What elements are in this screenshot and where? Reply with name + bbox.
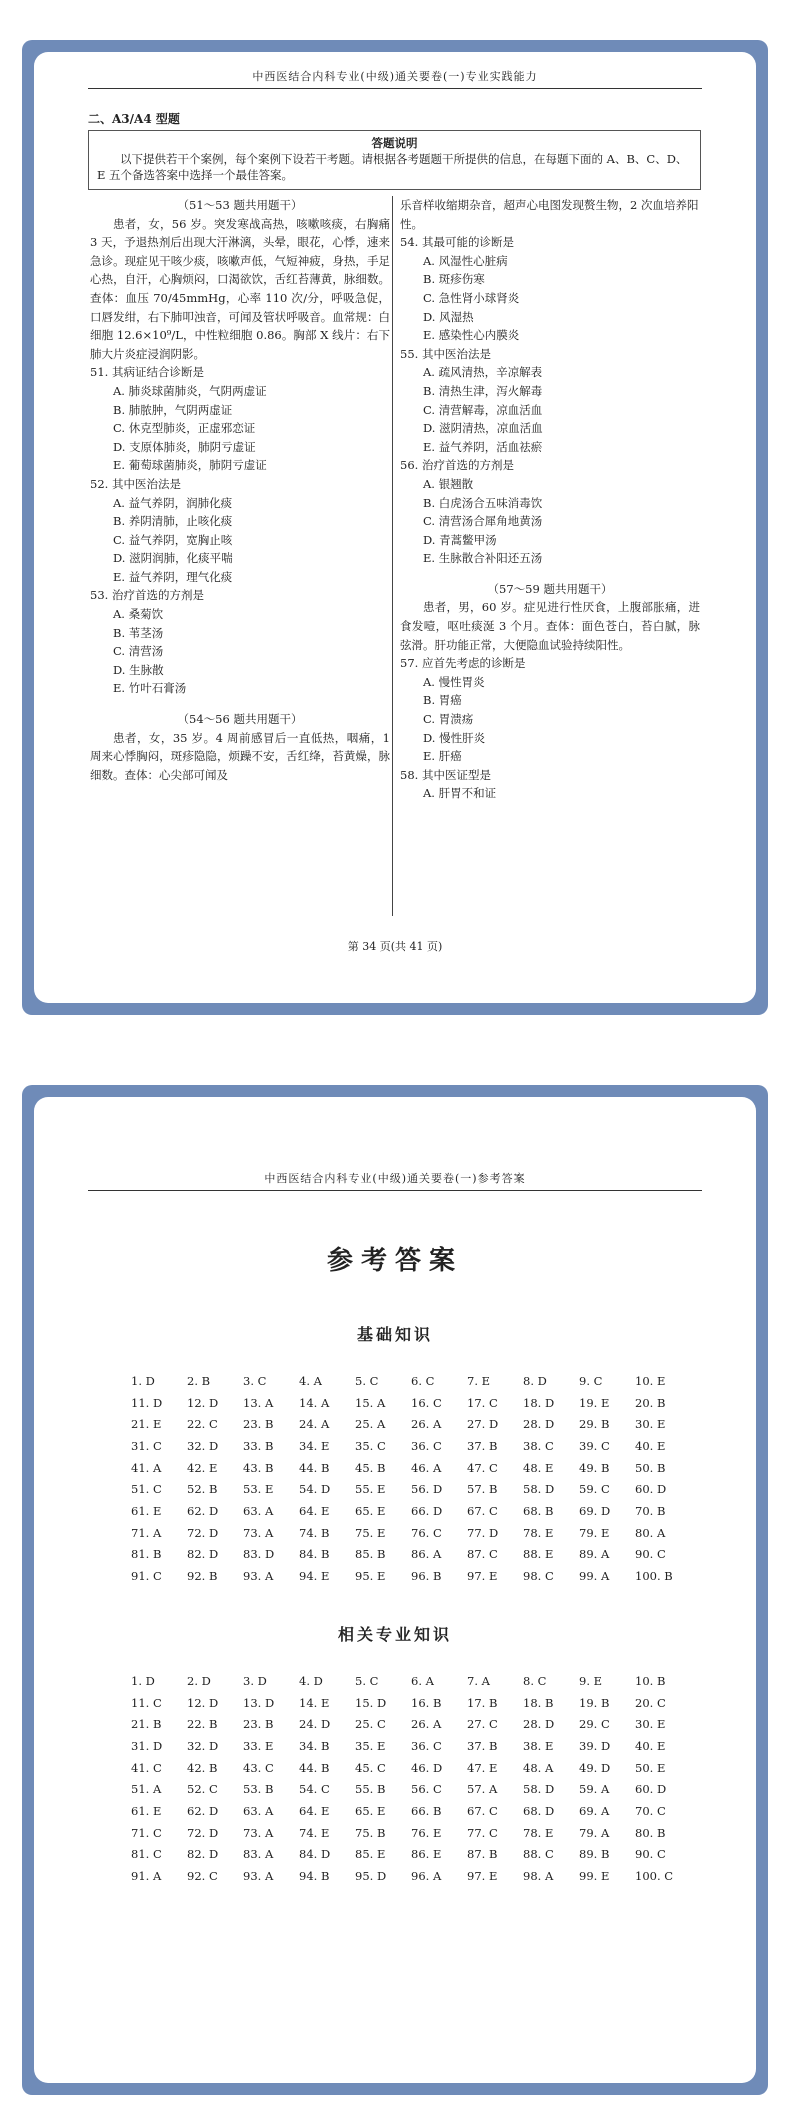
answer-cell: 76. C (411, 1525, 442, 1540)
answer-cell: 23. B (243, 1417, 274, 1432)
answer-cell: 42. E (187, 1460, 218, 1475)
answer-cell: 37. B (467, 1438, 498, 1453)
column-divider (392, 196, 393, 916)
answer-cell: 49. D (579, 1760, 611, 1775)
text-line: 乐音样收缩期杂音，超声心电图发现赘生物，2 次血培养阳性。 (400, 198, 699, 231)
answer-cell: 97. E (467, 1869, 498, 1884)
answer-cell: 28. D (523, 1717, 555, 1732)
answer-cell: 66. D (411, 1503, 443, 1518)
left-column (90, 196, 390, 784)
answer-cell: 13. A (243, 1395, 274, 1410)
answer-cell: 4. D (299, 1673, 323, 1688)
answer-option: A. 慢性胃炎 (423, 674, 485, 689)
answer-cell: 60. D (635, 1482, 667, 1497)
answer-option: B. 胃癌 (423, 693, 462, 708)
answer-cell: 82. D (187, 1547, 219, 1562)
answer-option: B. 养阴清肺，止咳化痰 (113, 514, 233, 529)
answer-cell: 95. E (355, 1569, 386, 1584)
answer-cell: 40. E (635, 1738, 666, 1753)
answer-cell: 44. B (299, 1460, 330, 1475)
answer-cell: 55. B (355, 1782, 386, 1797)
answer-option: D. 支原体肺炎，肺阴亏虚证 (113, 439, 256, 454)
answer-cell: 94. B (299, 1869, 330, 1884)
answer-row (131, 1800, 691, 1822)
answer-cell: 43. C (243, 1760, 274, 1775)
answer-cell: 37. B (467, 1738, 498, 1753)
answer-cell: 83. A (243, 1847, 274, 1862)
answer-cell: 78. E (523, 1825, 554, 1840)
answer-cell: 26. A (411, 1417, 442, 1432)
answer-option: D. 青蒿鳖甲汤 (423, 532, 497, 547)
answer-cell: 77. D (467, 1525, 499, 1540)
answer-cell: 62. D (187, 1803, 219, 1818)
answer-cell: 100. B (635, 1569, 673, 1584)
answer-row (131, 1822, 691, 1844)
answer-cell: 97. E (467, 1569, 498, 1584)
answer-cell: 47. E (467, 1760, 498, 1775)
answer-row (131, 1735, 691, 1757)
answer-cell: 95. D (355, 1869, 387, 1884)
question-stem: 55. 其中医治法是 (400, 346, 491, 361)
answer-cell: 58. D (523, 1482, 555, 1497)
answer-cell: 98. A (523, 1869, 554, 1884)
answer-cell: 34. B (299, 1738, 330, 1753)
answer-cell: 24. A (299, 1417, 330, 1432)
answer-cell: 31. D (131, 1738, 163, 1753)
answer-cell: 69. A (579, 1803, 610, 1818)
answer-cell: 45. B (355, 1460, 386, 1475)
answer-option: E. 竹叶石膏汤 (113, 681, 187, 696)
answer-cell: 84. D (299, 1847, 331, 1862)
answer-cell: 44. B (299, 1760, 330, 1775)
spacer (90, 698, 390, 710)
answer-option: D. 慢性肝炎 (423, 730, 486, 745)
answer-cell: 51. C (131, 1482, 162, 1497)
right-column (400, 196, 700, 803)
answer-cell: 30. E (635, 1417, 666, 1432)
answer-cell: 81. C (131, 1847, 162, 1862)
answer-cell: 65. E (355, 1803, 386, 1818)
answer-cell: 87. C (467, 1547, 498, 1562)
answer-option: E. 感染性心内膜炎 (423, 328, 520, 343)
answer-cell: 22. B (187, 1717, 218, 1732)
answer-cell: 41. A (131, 1460, 162, 1475)
answer-option: A. 风湿性心脏病 (423, 253, 508, 268)
answer-grid-basic (131, 1370, 691, 1587)
answer-cell: 85. E (355, 1847, 386, 1862)
section-heading-related: 相关专业知识 (337, 1625, 452, 1644)
answer-cell: 83. D (243, 1547, 275, 1562)
answer-cell: 92. B (187, 1569, 218, 1584)
answer-cell: 75. B (355, 1825, 386, 1840)
answer-option: A. 疏风清热，辛凉解表 (423, 365, 543, 380)
answer-cell: 57. B (467, 1482, 498, 1497)
answer-page-header: 中西医结合内科专业(中级)通关要卷(一)参考答案 (88, 1170, 702, 1191)
answer-cell: 56. C (411, 1782, 442, 1797)
answer-cell: 57. A (467, 1782, 498, 1797)
answer-cell: 73. A (243, 1825, 274, 1840)
answer-cell: 68. D (523, 1803, 555, 1818)
answer-row (131, 1392, 691, 1414)
answer-row (131, 1544, 691, 1566)
answer-cell: 38. E (523, 1738, 554, 1753)
answer-cell: 93. A (243, 1569, 274, 1584)
answer-cell: 1. D (131, 1373, 155, 1388)
answer-cell: 89. B (579, 1847, 610, 1862)
answer-cell: 14. E (299, 1695, 330, 1710)
answer-cell: 21. B (131, 1717, 162, 1732)
answer-option: E. 益气养阴，理气化痰 (113, 569, 233, 584)
answer-cell: 6. C (411, 1373, 435, 1388)
answer-cell: 10. B (635, 1673, 666, 1688)
answer-cell: 12. D (187, 1695, 219, 1710)
answer-option: C. 急性肾小球肾炎 (423, 290, 520, 305)
page-header: 中西医结合内科专业(中级)通关要卷(一)专业实践能力 (88, 68, 702, 89)
answer-cell: 53. E (243, 1482, 274, 1497)
answer-cell: 66. B (411, 1803, 442, 1818)
answer-option: B. 白虎汤合五味消毒饮 (423, 495, 543, 510)
answer-cell: 40. E (635, 1438, 666, 1453)
answer-cell: 93. A (243, 1869, 274, 1884)
answer-cell: 17. C (467, 1395, 498, 1410)
answer-cell: 21. E (131, 1417, 162, 1432)
answer-cell: 94. E (299, 1569, 330, 1584)
answer-row (131, 1457, 691, 1479)
answer-option: E. 肝癌 (423, 749, 462, 764)
answer-cell: 48. E (523, 1460, 554, 1475)
answer-cell: 20. C (635, 1695, 666, 1710)
answer-cell: 88. E (523, 1547, 554, 1562)
answer-cell: 68. B (523, 1503, 554, 1518)
answer-cell: 80. B (635, 1825, 666, 1840)
answer-cell: 100. C (635, 1869, 674, 1884)
case-stem: 患者，男，60 岁。症见进行性厌食，上腹部胀痛，进食发噎，呕吐痰涎 3 个月。查体：面色苍白，苔白腻，脉弦滑。肝功能正常，大便隐血试验持续阳性。 (400, 600, 700, 652)
answer-cell: 46. D (411, 1760, 443, 1775)
answer-cell: 42. B (187, 1760, 218, 1775)
answer-cell: 60. D (635, 1782, 667, 1797)
answer-cell: 29. B (579, 1417, 610, 1432)
answer-option: E. 葡萄球菌肺炎，肺阴亏虚证 (113, 458, 267, 473)
answer-cell: 39. D (579, 1738, 611, 1753)
answer-cell: 32. D (187, 1438, 219, 1453)
question-stem: 57. 应首先考虑的诊断是 (400, 656, 526, 671)
answer-cell: 50. B (635, 1460, 666, 1475)
answer-cell: 5. C (355, 1673, 379, 1688)
section-heading-basic: 基础知识 (356, 1325, 433, 1344)
answer-cell: 59. C (579, 1482, 610, 1497)
answer-cell: 20. B (635, 1395, 666, 1410)
answer-cell: 11. D (131, 1395, 163, 1410)
answer-option: A. 肝胃不和证 (423, 786, 497, 801)
answer-cell: 9. C (579, 1373, 603, 1388)
answer-cell: 43. B (243, 1460, 274, 1475)
answer-cell: 33. E (243, 1738, 274, 1753)
case-group-label: （54～56 题共用题干） (177, 712, 303, 727)
answer-cell: 46. A (411, 1460, 442, 1475)
answer-cell: 8. C (523, 1673, 547, 1688)
answer-cell: 71. C (131, 1825, 162, 1840)
answer-cell: 3. C (243, 1373, 267, 1388)
answer-option: E. 益气养阴，活血祛瘀 (423, 439, 543, 454)
answer-cell: 64. E (299, 1503, 330, 1518)
answer-cell: 82. D (187, 1847, 219, 1862)
answer-row (131, 1713, 691, 1735)
instruction-title: 答题说明 (371, 136, 418, 150)
answer-option: C. 清营汤 (113, 644, 164, 659)
answer-option: B. 清热生津，泻火解毒 (423, 383, 543, 398)
answer-cell: 15. A (355, 1395, 386, 1410)
answer-cell: 38. C (523, 1438, 554, 1453)
answer-option: D. 滋阴清热，凉血活血 (423, 421, 543, 436)
answer-cell: 30. E (635, 1717, 666, 1732)
answer-cell: 19. E (579, 1395, 610, 1410)
question-stem: 52. 其中医治法是 (90, 476, 181, 491)
question-stem: 58. 其中医证型是 (400, 767, 491, 782)
answer-row (131, 1478, 691, 1500)
answer-cell: 67. C (467, 1503, 498, 1518)
answer-option: C. 休克型肺炎，正虚邪恋证 (113, 421, 256, 436)
answer-cell: 33. B (243, 1438, 274, 1453)
question-stem: 56. 治疗首选的方剂是 (400, 458, 514, 473)
answer-cell: 2. D (187, 1673, 211, 1688)
answer-row (131, 1522, 691, 1544)
answer-option: A. 益气养阴，润肺化痰 (113, 495, 233, 510)
answer-cell: 25. C (355, 1717, 386, 1732)
answer-cell: 23. B (243, 1717, 274, 1732)
answer-cell: 35. C (355, 1438, 386, 1453)
instruction-box (88, 130, 701, 190)
answer-cell: 76. E (411, 1825, 442, 1840)
answer-cell: 84. B (299, 1547, 330, 1562)
answer-cell: 2. B (187, 1373, 211, 1388)
answer-option: D. 滋阴润肺，化痰平喘 (113, 551, 233, 566)
answer-cell: 72. D (187, 1525, 219, 1540)
answer-cell: 54. C (299, 1782, 330, 1797)
answer-cell: 69. D (579, 1503, 611, 1518)
answer-cell: 81. B (131, 1547, 162, 1562)
answer-cell: 26. A (411, 1717, 442, 1732)
answer-cell: 36. C (411, 1438, 442, 1453)
answer-cell: 16. C (411, 1395, 442, 1410)
answer-option: C. 胃溃疡 (423, 712, 474, 727)
answer-cell: 72. D (187, 1825, 219, 1840)
answer-cell: 24. D (299, 1717, 331, 1732)
instruction-body: 以下提供若干个案例，每个案例下设若干考题。请根据各考题题干所提供的信息，在每题下面的 A、B、C、D、E 五个备选答案中选择一个最佳答案。 (97, 152, 688, 182)
answer-grid-related (131, 1670, 691, 1887)
answer-row (131, 1844, 691, 1866)
answer-cell: 39. C (579, 1438, 610, 1453)
answer-cell: 62. D (187, 1503, 219, 1518)
answer-cell: 96. B (411, 1569, 442, 1584)
answer-cell: 52. B (187, 1482, 218, 1497)
answer-cell: 58. D (523, 1782, 555, 1797)
answer-cell: 47. C (467, 1460, 498, 1475)
answer-cell: 74. B (299, 1525, 330, 1540)
answer-cell: 51. A (131, 1782, 162, 1797)
answer-cell: 70. C (635, 1803, 666, 1818)
answer-cell: 70. B (635, 1503, 666, 1518)
answer-row (131, 1413, 691, 1435)
answer-cell: 17. B (467, 1695, 498, 1710)
answer-cell: 18. B (523, 1695, 554, 1710)
answer-cell: 8. D (523, 1373, 547, 1388)
answer-cell: 63. A (243, 1503, 274, 1518)
answer-option: E. 生脉散合补阳还五汤 (423, 551, 543, 566)
answer-cell: 98. C (523, 1569, 554, 1584)
answer-cell: 36. C (411, 1738, 442, 1753)
answer-option: B. 斑疹伤寒 (423, 272, 485, 287)
answer-option: C. 清营解毒，凉血活血 (423, 402, 543, 417)
answer-cell: 96. A (411, 1869, 442, 1884)
spacer (400, 568, 700, 580)
answer-option: C. 益气养阴，宽胸止咳 (113, 532, 233, 547)
answer-cell: 41. C (131, 1760, 162, 1775)
answer-cell: 52. C (187, 1782, 218, 1797)
answer-cell: 19. B (579, 1695, 610, 1710)
answer-cell: 22. C (187, 1417, 218, 1432)
answer-cell: 16. B (411, 1695, 442, 1710)
answer-cell: 3. D (243, 1673, 267, 1688)
answer-cell: 87. B (467, 1847, 498, 1862)
answer-row (131, 1692, 691, 1714)
answer-cell: 85. B (355, 1547, 386, 1562)
question-stem: 53. 治疗首选的方剂是 (90, 588, 204, 603)
answer-cell: 54. D (299, 1482, 331, 1497)
answer-option: D. 风湿热 (423, 309, 474, 324)
case-group-label: （51～53 题共用题干） (177, 198, 303, 212)
answer-row (131, 1435, 691, 1457)
answer-cell: 92. C (187, 1869, 218, 1884)
answer-cell: 27. C (467, 1717, 498, 1732)
answer-cell: 77. C (467, 1825, 498, 1840)
answer-title: 参考答案 (326, 1246, 463, 1276)
answer-cell: 59. A (579, 1782, 610, 1797)
answer-row (131, 1370, 691, 1392)
answer-cell: 28. D (523, 1417, 555, 1432)
answer-cell: 89. A (579, 1547, 610, 1562)
answer-cell: 31. C (131, 1438, 162, 1453)
answer-cell: 11. C (131, 1695, 162, 1710)
answer-cell: 27. D (467, 1417, 499, 1432)
answer-row (131, 1757, 691, 1779)
answer-cell: 61. E (131, 1503, 162, 1518)
answer-cell: 14. A (299, 1395, 330, 1410)
answer-cell: 65. E (355, 1503, 386, 1518)
answer-cell: 25. A (355, 1417, 386, 1432)
answer-row (131, 1565, 691, 1587)
answer-cell: 13. D (243, 1695, 275, 1710)
answer-cell: 79. A (579, 1825, 610, 1840)
answer-cell: 48. A (523, 1760, 554, 1775)
answer-cell: 18. D (523, 1395, 555, 1410)
answer-row (131, 1670, 691, 1692)
answer-cell: 7. E (467, 1373, 491, 1388)
case-stem: 患者，女，35 岁。4 周前感冒后一直低热，咽痛，1 周来心悸胸闷，斑疹隐隐，烦躁不安，舌红绛，苔黄燥，脉细数。查体：心尖部可闻及 (90, 730, 390, 782)
answer-cell: 73. A (243, 1525, 274, 1540)
answer-cell: 10. E (635, 1373, 666, 1388)
answer-cell: 99. E (579, 1869, 610, 1884)
answer-option: B. 肺脓肿，气阴两虚证 (113, 402, 233, 417)
answer-cell: 35. E (355, 1738, 386, 1753)
answer-cell: 34. E (299, 1438, 330, 1453)
answer-cell: 90. C (635, 1547, 666, 1562)
answer-cell: 55. E (355, 1482, 386, 1497)
case-group-label: （57～59 题共用题干） (487, 581, 613, 596)
question-stem: 51. 其病证结合诊断是 (90, 365, 204, 380)
answer-cell: 7. A (467, 1673, 490, 1688)
answer-option: C. 清营汤合犀角地黄汤 (423, 514, 543, 529)
answer-option: A. 银翘散 (423, 476, 474, 491)
answer-row (131, 1865, 691, 1887)
answer-cell: 63. A (243, 1803, 274, 1818)
answer-cell: 86. A (411, 1547, 442, 1562)
answer-cell: 88. C (523, 1847, 554, 1862)
section-title: 二、A3/A4 型题 (88, 112, 180, 126)
answer-row (131, 1500, 691, 1522)
answer-option: A. 桑菊饮 (113, 607, 164, 622)
answer-cell: 29. C (579, 1717, 610, 1732)
answer-cell: 78. E (523, 1525, 554, 1540)
question-stem: 54. 其最可能的诊断是 (400, 235, 514, 250)
answer-cell: 49. B (579, 1460, 610, 1475)
answer-cell: 86. E (411, 1847, 442, 1862)
answer-cell: 67. C (467, 1803, 498, 1818)
answer-cell: 4. A (299, 1373, 322, 1388)
answer-cell: 61. E (131, 1803, 162, 1818)
answer-cell: 45. C (355, 1760, 386, 1775)
answer-row (131, 1778, 691, 1800)
answer-cell: 99. A (579, 1569, 610, 1584)
answer-cell: 50. E (635, 1760, 666, 1775)
answer-cell: 56. D (411, 1482, 443, 1497)
answer-cell: 64. E (299, 1803, 330, 1818)
answer-cell: 1. D (131, 1673, 155, 1688)
answer-cell: 32. D (187, 1738, 219, 1753)
answer-option: A. 肺炎球菌肺炎，气阴两虚证 (113, 383, 267, 398)
page-footer: 第 34 页(共 41 页) (347, 940, 443, 953)
answer-cell: 91. A (131, 1869, 162, 1884)
answer-option: B. 苇茎汤 (113, 625, 164, 640)
page-frame-2 (22, 1085, 768, 2095)
answer-cell: 5. C (355, 1373, 379, 1388)
answer-cell: 80. A (635, 1525, 666, 1540)
answer-cell: 53. B (243, 1782, 274, 1797)
answer-cell: 90. C (635, 1847, 666, 1862)
answer-cell: 9. E (579, 1673, 603, 1688)
answer-cell: 12. D (187, 1395, 219, 1410)
answer-cell: 6. A (411, 1673, 434, 1688)
answer-cell: 74. E (299, 1825, 330, 1840)
answer-cell: 15. D (355, 1695, 387, 1710)
answer-option: D. 生脉散 (113, 662, 164, 677)
answer-cell: 91. C (131, 1569, 162, 1584)
answer-cell: 75. E (355, 1525, 386, 1540)
answer-cell: 79. E (579, 1525, 610, 1540)
case-stem: 患者，女，56 岁。突发寒战高热，咳嗽咳痰，右胸痛 3 天，予退热剂后出现大汗淋漓，头晕，眼花，心悸，速来急诊。现症见干咳少痰，咳嗽声低，气短神疲，身热，手足心热，自汗，心胸烦闷，口渴欲饮，舌红苔薄黄，脉细数。查体：血压 70/45mmHg，心率 110 次/分，呼吸急促，口唇发绀，右下肺叩浊音，可闻及管状呼吸音。血常规：白细胞 12.6×10⁹/L，中性粒细胞 0.86。胸部 X 线片：右下肺大片炎症浸润阴影。 (90, 216, 390, 361)
answer-cell: 71. A (131, 1525, 162, 1540)
